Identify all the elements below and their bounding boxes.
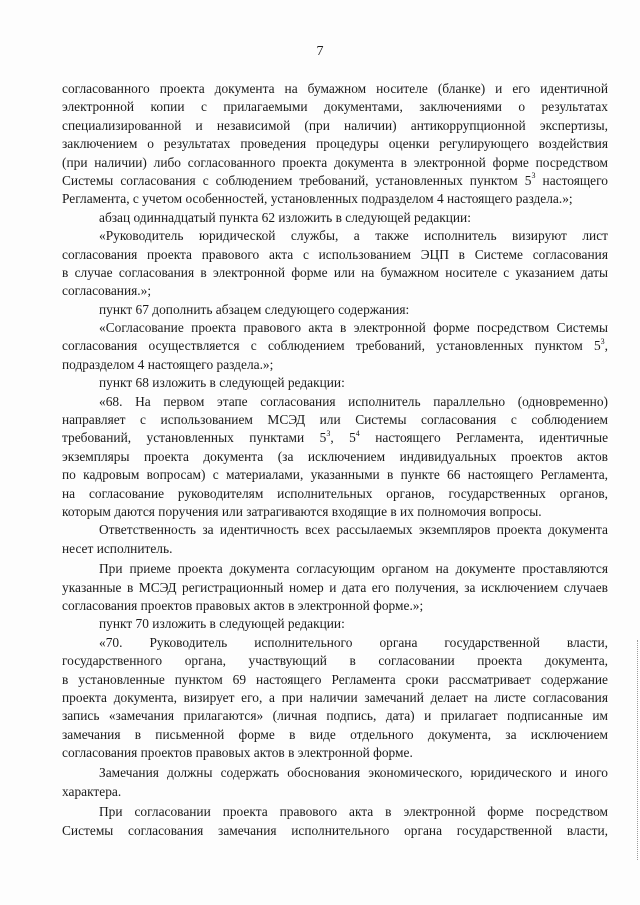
text-line bbox=[62, 652, 608, 670]
text-line bbox=[62, 579, 608, 597]
line-text: «70. Руководитель исполнительного органа государственной власти, bbox=[99, 634, 608, 650]
line-text: экземпляры проекта документа (за исключением индивидуальных проектов актов bbox=[62, 448, 608, 464]
text-line bbox=[62, 485, 608, 503]
page-number: 7 bbox=[316, 44, 324, 59]
text-line bbox=[62, 671, 608, 689]
text-line bbox=[62, 503, 608, 521]
text-line bbox=[62, 822, 608, 840]
text-line bbox=[62, 744, 608, 762]
text-line bbox=[62, 429, 608, 447]
text-line bbox=[62, 98, 608, 116]
text-line bbox=[62, 393, 608, 411]
line-text: настоящего Регламента, идентичные bbox=[359, 430, 609, 446]
text-line bbox=[62, 117, 608, 135]
line-text: «Согласование проекта правового акта в электронной форме посредством Системы bbox=[99, 320, 608, 336]
line-text: в случае согласования в электронной форме или на бумажном носителе с указанием даты bbox=[62, 264, 608, 280]
text-line bbox=[62, 521, 608, 539]
line-text: При приеме проекта документа согласующим органом на документе проставляются bbox=[99, 561, 608, 577]
line-text: Системы согласования с соблюдением требований, установленных пунктом 5 bbox=[62, 172, 532, 188]
line-text: пункт 68 изложить в следующей редакции: bbox=[99, 375, 345, 391]
text-line bbox=[62, 374, 608, 392]
text-line bbox=[62, 726, 608, 744]
line-text: абзац одиннадцатый пункта 62 изложить в следующей редакции: bbox=[99, 209, 471, 225]
text-line bbox=[62, 707, 608, 725]
text-line bbox=[62, 783, 608, 801]
line-text: , 5 bbox=[330, 430, 356, 446]
text-line bbox=[62, 337, 608, 355]
line-text: пункт 67 дополнить абзацем следующего содержания: bbox=[99, 301, 410, 317]
text-line bbox=[62, 209, 608, 227]
text-line bbox=[62, 597, 608, 615]
text-line bbox=[62, 80, 608, 98]
superscript: 3 bbox=[326, 428, 331, 438]
line-text: специализированной и независимой (при наличии) антикоррупционной экспертизы, bbox=[62, 117, 608, 133]
text-line bbox=[62, 172, 608, 190]
line-text: проекта документа, визирует его, а при наличии замечаний делает на листе согласования bbox=[62, 689, 608, 705]
superscript: 3 bbox=[600, 337, 605, 346]
line-text: пункт 70 изложить в следующей редакции: bbox=[99, 616, 345, 632]
line-text: При согласовании проекта правового акта в электронной форме посредством bbox=[99, 804, 608, 820]
text-line bbox=[62, 319, 608, 337]
line-text: Системы согласования замечания исполнительного органа государственной власти, bbox=[62, 822, 608, 838]
text-line bbox=[62, 282, 608, 300]
line-text: по кадровым вопросам) с материалами, указанными в пункте 66 настоящего Регламента, bbox=[62, 467, 608, 483]
text-line bbox=[62, 689, 608, 707]
line-text: «Руководитель юридической службы, а также исполнитель визируют лист bbox=[99, 228, 608, 244]
line-text: запись «замечания прилагаются» (личная подпись, дата) и прилагает подписанные им bbox=[62, 708, 608, 724]
text-line bbox=[62, 246, 608, 264]
text-line bbox=[62, 540, 608, 558]
line-text: согласования осуществляется с соблюдением требований, установленных пунктом 5 bbox=[62, 338, 601, 354]
line-text: на согласование руководителям исполнительных органов, государственных органов, bbox=[62, 485, 608, 501]
line-text: Ответственность за идентичность всех рассылаемых экземпляров проекта документа bbox=[99, 522, 608, 538]
line-text: которым даются поручения или затрагиваются входящие в их полномочия вопросы. bbox=[62, 503, 542, 519]
line-text: согласования.»; bbox=[62, 283, 152, 299]
text-line bbox=[62, 634, 608, 652]
line-text: в установленные пунктом 69 настоящего Регламента сроки рассматривает содержание bbox=[62, 671, 608, 687]
text-line bbox=[62, 135, 608, 153]
text-line bbox=[62, 264, 608, 282]
line-text: заключением о результатах проведения процедуры оценки регулирующего воздействия bbox=[62, 136, 608, 152]
line-text: Замечания должны содержать обоснования экономического, юридического и иного bbox=[99, 765, 608, 781]
text-line bbox=[62, 227, 608, 245]
line-text: требований, установленных пунктами 5 bbox=[62, 430, 327, 446]
line-text: характера. bbox=[62, 783, 122, 799]
line-text: Регламента, с учетом особенностей, установленных подразделом 4 настоящего раздела.»; bbox=[62, 191, 573, 207]
text-line bbox=[62, 560, 608, 578]
line-text: несет исполнитель. bbox=[62, 540, 173, 556]
text-line bbox=[62, 190, 608, 208]
line-text: согласования проекта правового акта с использованием ЭЦП в Системе согласования bbox=[62, 246, 608, 262]
text-line bbox=[62, 448, 608, 466]
text-line bbox=[62, 301, 608, 319]
text-line bbox=[62, 356, 608, 374]
line-text: настоящего bbox=[535, 172, 608, 188]
line-text: подразделом 4 настоящего раздела.»; bbox=[62, 356, 274, 372]
line-text: государственного органа, участвующий в согласовании проекта документа, bbox=[62, 653, 608, 669]
document-body bbox=[62, 80, 608, 840]
text-line bbox=[62, 615, 608, 633]
text-line bbox=[62, 764, 608, 782]
line-text: , bbox=[604, 338, 608, 354]
superscript: 4 bbox=[355, 428, 360, 438]
text-line bbox=[62, 803, 608, 821]
line-text: (при наличии) либо согласованного проекта документа в электронной форме посредством bbox=[62, 154, 608, 170]
line-text: направляет с использованием МСЭД или Системы согласования с соблюдением bbox=[62, 412, 608, 428]
line-text: «68. На первом этапе согласования исполнитель параллельно (одновременно) bbox=[99, 393, 608, 409]
line-text: согласования проектов правовых актов в электронной форме. bbox=[62, 745, 413, 761]
line-text: замечания в письменной форме в виде отдельного документа, за исключением bbox=[62, 726, 608, 742]
line-text: согласования проектов правовых актов в электронной форме.»; bbox=[62, 597, 424, 613]
superscript: 3 bbox=[531, 171, 536, 181]
line-text: электронной копии с прилагаемыми документами, заключениями о результатах bbox=[62, 99, 608, 115]
text-line bbox=[62, 154, 608, 172]
text-line bbox=[62, 466, 608, 484]
line-text: указанные в МСЭД регистрационный номер и дата его получения, за исключением случаев bbox=[62, 579, 608, 595]
line-text: согласованного проекта документа на бумажном носителе (бланке) и его идентичной bbox=[62, 81, 608, 96]
scan-edge-marks bbox=[634, 640, 638, 860]
text-line bbox=[62, 411, 608, 429]
